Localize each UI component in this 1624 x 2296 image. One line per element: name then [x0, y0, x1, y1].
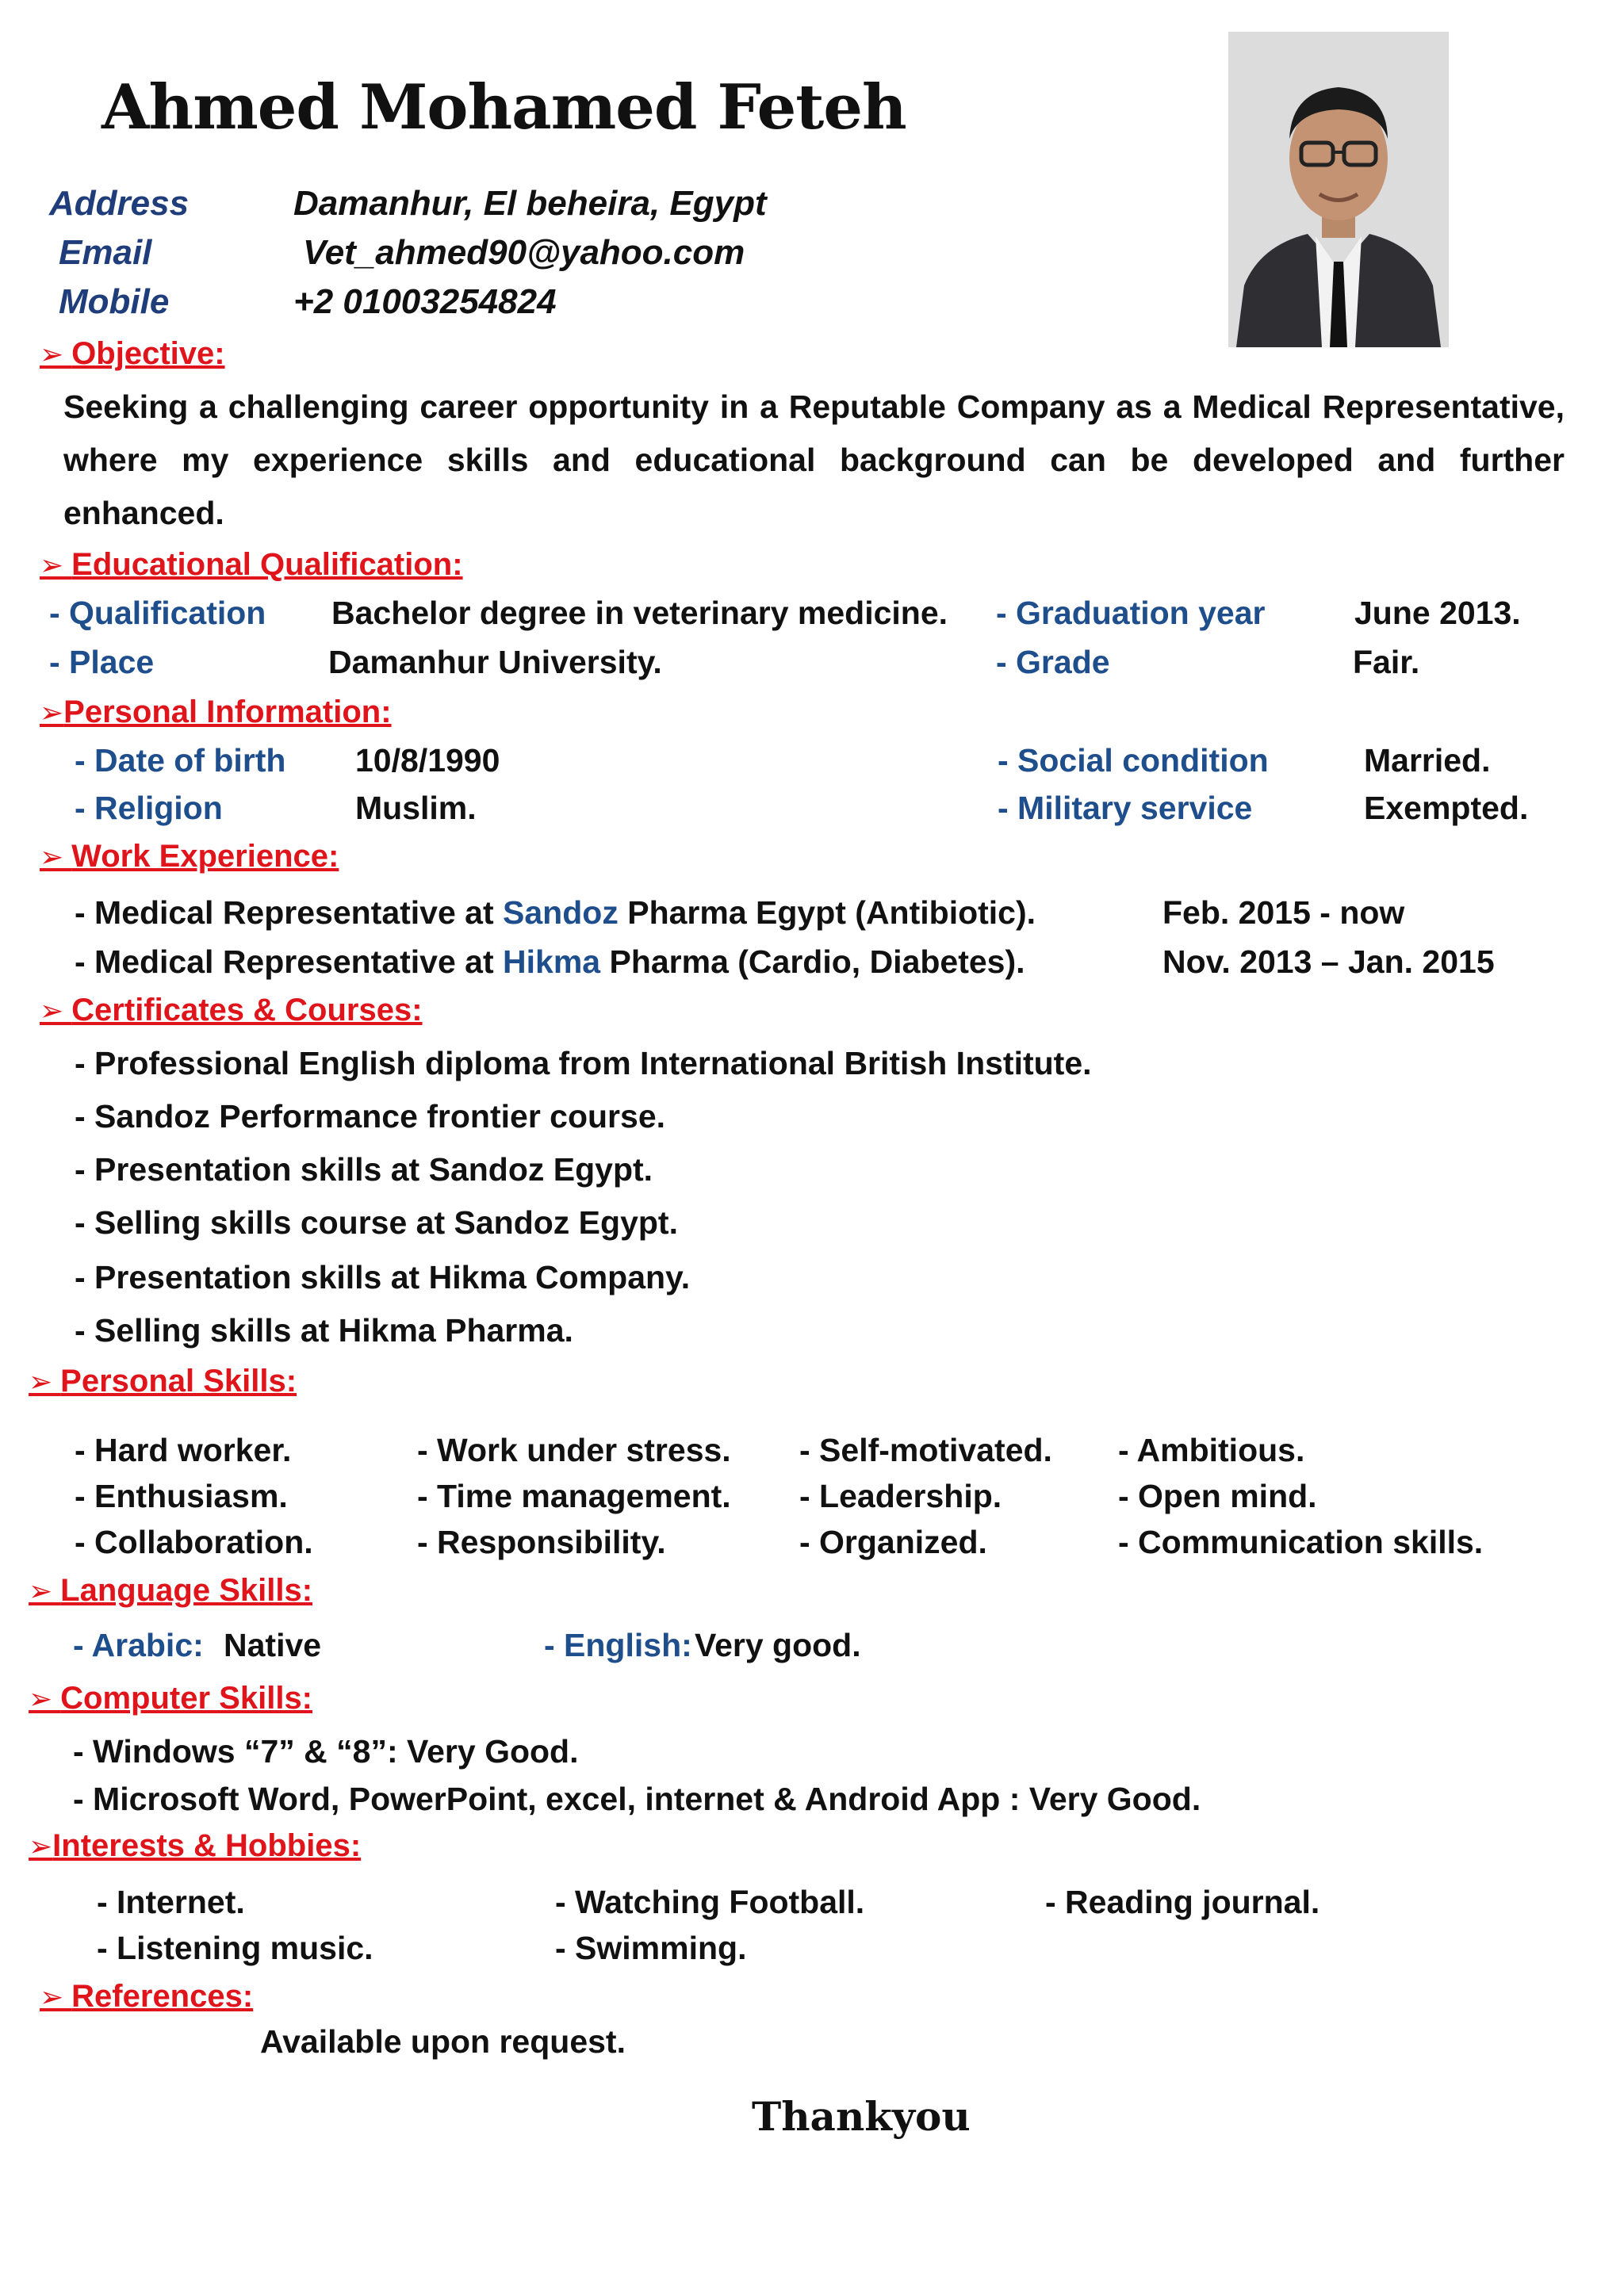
- address-label: Address: [49, 184, 190, 223]
- hobby-item: - Reading journal.: [1045, 1884, 1320, 1920]
- religion-label: - Religion: [75, 790, 223, 826]
- certificate-item: - Selling skills at Hikma Pharma.: [75, 1312, 573, 1349]
- english-value: Very good.: [695, 1627, 861, 1663]
- work-item: - Medical Representative at Sandoz Pharma Egypt (Antibiotic).: [75, 894, 1036, 931]
- computer-item: - Microsoft Word, PowerPoint, excel, internet & Android App : Very Good.: [73, 1781, 1201, 1817]
- hobby-item: - Watching Football.: [555, 1884, 865, 1920]
- personal-info-title: Personal Information:: [63, 695, 392, 729]
- certificate-item: - Presentation skills at Sandoz Egypt.: [75, 1151, 653, 1188]
- computer-item: - Windows “7” & “8”: Very Good.: [73, 1733, 579, 1770]
- military-label: - Military service: [998, 790, 1253, 826]
- certificate-item: - Sandoz Performance frontier course.: [75, 1098, 666, 1135]
- references-text: Available upon request.: [260, 2023, 626, 2060]
- arrow-bullet-icon: ➢: [40, 696, 64, 729]
- arrow-bullet-icon: ➢: [40, 338, 72, 370]
- place-value: Damanhur University.: [328, 644, 662, 680]
- computer-title: Computer Skills:: [60, 1681, 313, 1716]
- skill-item: - Hard worker.: [75, 1432, 292, 1468]
- arrow-bullet-icon: ➢: [29, 1575, 61, 1607]
- certificate-item: - Professional English diploma from International British Institute.: [75, 1045, 1092, 1081]
- dob-value: 10/8/1990: [355, 742, 500, 779]
- religion-value: Muslim.: [355, 790, 477, 826]
- personal-skills-heading: [29, 1364, 297, 1399]
- arabic-label: - Arabic:: [73, 1627, 204, 1663]
- language-heading: [29, 1573, 312, 1609]
- objective-heading: [40, 336, 225, 372]
- objective-text: Seeking a challenging career opportunity in a Reputable Company as a Medical Representative, where my experience skills and educational background can be developed and further enhanced.: [63, 388, 1565, 531]
- mobile-value[interactable]: +2 01003254824: [293, 282, 557, 321]
- work-item: - Medical Representative at Hikma Pharma (Cardio, Diabetes).: [75, 943, 1025, 980]
- work-dates: Nov. 2013 – Jan. 2015: [1162, 943, 1495, 980]
- grade-label: - Grade: [996, 644, 1110, 680]
- arrow-bullet-icon: ➢: [40, 549, 72, 581]
- email-label: Email: [59, 233, 152, 272]
- hobby-item: - Listening music.: [97, 1930, 373, 1966]
- skill-item: - Ambitious.: [1118, 1432, 1305, 1468]
- arrow-bullet-icon: ➢: [29, 1682, 61, 1715]
- closing-thanks: Thankyou: [752, 2093, 971, 2140]
- references-title: References:: [71, 1979, 254, 2014]
- graduation-label: - Graduation year: [996, 595, 1266, 631]
- skill-item: - Work under stress.: [417, 1432, 731, 1468]
- hobbies-title: Interests & Hobbies:: [52, 1828, 362, 1863]
- place-label: - Place: [49, 644, 155, 680]
- objective-title: Objective:: [71, 336, 225, 371]
- graduation-value: June 2013.: [1354, 595, 1521, 631]
- qualification-label: - Qualification: [49, 595, 266, 631]
- references-heading: [40, 1979, 253, 2015]
- certificate-item: - Presentation skills at Hikma Company.: [75, 1259, 691, 1295]
- skill-item: - Self-motivated.: [799, 1432, 1052, 1468]
- skill-item: - Communication skills.: [1118, 1524, 1484, 1560]
- hobbies-heading: [29, 1828, 361, 1864]
- military-value: Exempted.: [1364, 790, 1529, 826]
- hobby-item: - Swimming.: [555, 1930, 747, 1966]
- personal-info-heading: [40, 695, 392, 730]
- work-title: Work Experience:: [71, 839, 339, 874]
- arrow-bullet-icon: ➢: [29, 1365, 61, 1398]
- language-title: Language Skills:: [60, 1573, 313, 1608]
- person-silhouette-icon: [1228, 32, 1449, 347]
- arrow-bullet-icon: ➢: [40, 994, 72, 1027]
- full-name: Ahmed Mohamed Feteh: [102, 71, 906, 144]
- work-heading: [40, 839, 339, 874]
- dob-label: - Date of birth: [75, 742, 286, 779]
- certificate-item: - Selling skills course at Sandoz Egypt.: [75, 1204, 678, 1241]
- social-label: - Social condition: [998, 742, 1269, 779]
- certificates-title: Certificates & Courses:: [71, 993, 423, 1027]
- skill-item: - Collaboration.: [75, 1524, 313, 1560]
- address-value: Damanhur, El beheira, Egypt: [293, 184, 767, 223]
- english-label: - English:: [544, 1627, 692, 1663]
- qualification-value: Bachelor degree in veterinary medicine.: [331, 595, 948, 631]
- personal-skills-title: Personal Skills:: [60, 1364, 297, 1399]
- arrow-bullet-icon: ➢: [40, 840, 72, 873]
- skill-item: - Enthusiasm.: [75, 1478, 288, 1514]
- education-title: Educational Qualification:: [71, 547, 463, 582]
- company-hikma: Hikma: [503, 943, 601, 980]
- social-value: Married.: [1364, 742, 1491, 779]
- profile-photo: [1228, 32, 1449, 347]
- skill-item: - Time management.: [417, 1478, 731, 1514]
- skill-item: - Open mind.: [1118, 1478, 1317, 1514]
- certificates-heading: [40, 993, 423, 1028]
- computer-heading: [29, 1681, 312, 1716]
- skill-item: - Responsibility.: [417, 1524, 666, 1560]
- email-value[interactable]: Vet_ahmed90@yahoo.com: [303, 233, 745, 272]
- arrow-bullet-icon: ➢: [40, 1980, 72, 2013]
- arrow-bullet-icon: ➢: [29, 1830, 53, 1862]
- skill-item: - Organized.: [799, 1524, 987, 1560]
- grade-value: Fair.: [1353, 644, 1420, 680]
- company-sandoz: Sandoz: [503, 894, 619, 931]
- skill-item: - Leadership.: [799, 1478, 1002, 1514]
- arabic-value: Native: [224, 1627, 322, 1663]
- hobby-item: - Internet.: [97, 1884, 245, 1920]
- education-heading: [40, 547, 463, 583]
- work-dates: Feb. 2015 - now: [1162, 894, 1405, 931]
- mobile-label: Mobile: [59, 282, 170, 321]
